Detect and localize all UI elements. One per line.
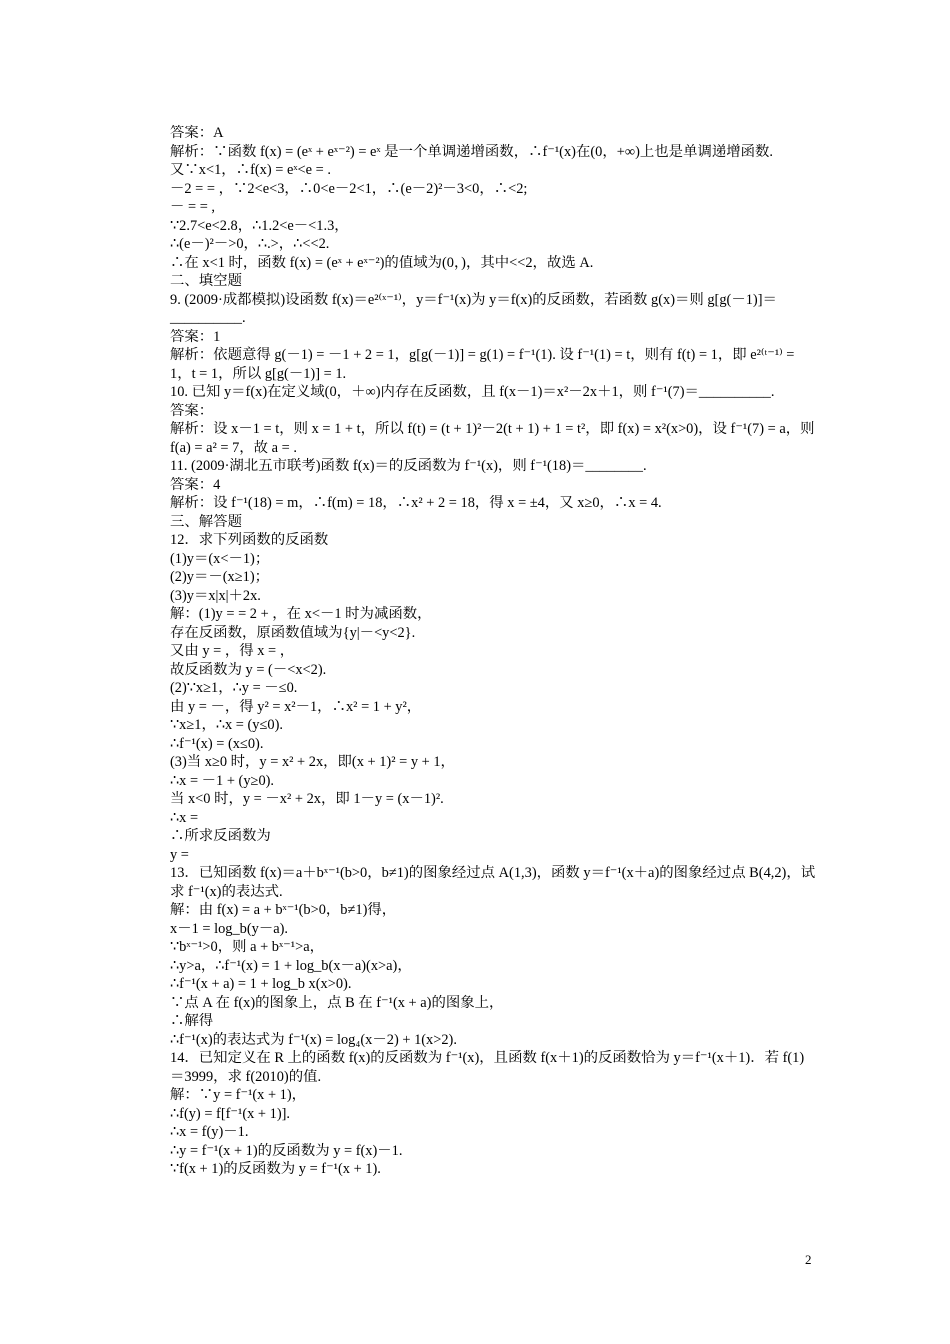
text-line: － = = , xyxy=(170,199,216,215)
text-line: (3)当 x≥0 时，y = x² + 2x，即(x + 1)² = y + 1， xyxy=(170,754,455,770)
text-line: 解析：设 f⁻¹(18) = m，∴f(m) = 18，∴x² + 2 = 18，得 x = ±4，又 x≥0，∴x = 4. xyxy=(170,495,662,511)
text-line: ∵x≥1，∴x = (y≤0). xyxy=(170,717,283,733)
document-body xyxy=(136,124,816,1179)
text-line: 二、填空题 xyxy=(170,273,242,289)
text-line: 三、解答题 xyxy=(170,513,242,530)
text-line: 存在反函数，原函数值域为{y|－<y<2}. xyxy=(170,624,416,641)
text-line: ∴f⁻¹(x) = (x≤0). xyxy=(170,735,264,752)
text-line: 答案：A xyxy=(170,125,224,141)
text-line: ∵点 A 在 f(x)的图象上，点 B 在 f⁻¹(x + a)的图象上， xyxy=(170,994,504,1011)
text-line: 答案：4 xyxy=(170,476,221,493)
text-line: ∴解得 xyxy=(170,1013,214,1029)
text-line: －2 = = ，∵2<e<3，∴0<e－2<1，∴(e－2)²－3<0，∴<2; xyxy=(170,180,528,197)
text-line: 由 y = －，得 y² = x²－1，∴x² = 1 + y²， xyxy=(170,698,422,715)
text-line: 13．已知函数 f(x)＝a＋bˣ⁻¹(b>0，b≠1)的图象经过点 A(1,3)，函数 y＝f⁻¹(x＋a)的图象经过点 B(4,2)，试求 f⁻¹(x)的表达式. xyxy=(170,865,816,900)
text-line: ∴y>a，∴f⁻¹(x) = 1 + log_b(x－a)(x>a)， xyxy=(170,957,412,974)
text-line: ∴f⁻¹(x)的表达式为 f⁻¹(x) = log₄(x－2) + 1(x>2). xyxy=(170,1031,457,1048)
text-line: ∴f(y) = f[f⁻¹(x + 1)]. xyxy=(170,1105,291,1122)
text-line: ∴(e－)²－>0，∴.>，∴<<2. xyxy=(170,236,330,252)
text-line: ∴x = xyxy=(170,809,199,826)
text-line: ∴在 x<1 时，函数 f(x) = (eˣ + eˣ⁻²)的值域为(0，)，其中<<2，故选 A. xyxy=(170,254,594,271)
text-line: y = xyxy=(170,846,189,863)
text-line: 11. (2009·湖北五市联考)函数 f(x)＝的反函数为 f⁻¹(x)，则 f⁻¹(18)＝________. xyxy=(170,458,647,474)
text-line: ∴x = －1 + (y≥0). xyxy=(170,772,275,789)
text-line: 当 x<0 时，y = －x² + 2x，即 1－y = (x－1)². xyxy=(170,791,444,807)
text-line: (1)y＝(x<－1)； xyxy=(170,550,270,567)
text-line: 解：∵y = f⁻¹(x + 1)， xyxy=(170,1087,307,1103)
text-line: 解析：∵函数 f(x) = (eˣ + eˣ⁻²) = eˣ 是一个单调递增函数，∴f⁻¹(x)在(0，+∞)上也是单调递增函数. xyxy=(170,143,774,160)
text-line: 12．求下列函数的反函数 xyxy=(170,532,329,548)
text-line: 又∵x<1，∴f(x) = eˣ<e = . xyxy=(170,162,331,178)
text-line: x－1 = log_b(y－a). xyxy=(170,920,289,937)
text-line: 解析：依题意得 g(－1) = －1 + 2 = 1，g[g(－1)] = g(1) = f⁻¹(1). 设 f⁻¹(1) = t，则有 f(t) = 1，即 e²⁽ᵗ⁻¹⁾ = 1，t = 1，所以 g[g(－1)] = 1. xyxy=(170,347,795,382)
text-line: ∴f⁻¹(x + a) = 1 + log_b x(x>0). xyxy=(170,976,352,992)
text-line: 答案：1 xyxy=(170,328,221,345)
text-line: (3)y＝x|x|＋2x. xyxy=(170,587,261,604)
text-line: 9. (2009·成都模拟)设函数 f(x)＝e²⁽ˣ⁻¹⁾，y＝f⁻¹(x)为 y＝f(x)的反函数，若函数 g(x)＝则 g[g(－1)]＝__________. xyxy=(170,291,777,326)
text-line: ∴x = f(y)－1. xyxy=(170,1124,249,1140)
text-line: (2)∵x≥1，∴y = －≤0. xyxy=(170,680,298,696)
text-line: ∵bˣ⁻¹>0，则 a + bˣ⁻¹>a， xyxy=(170,939,324,955)
page-number: 2 xyxy=(805,1252,812,1267)
text-line: 14．已知定义在 R 上的函数 f(x)的反函数为 f⁻¹(x)，且函数 f(x＋1)的反函数恰为 y＝f⁻¹(x＋1)．若 f(1)＝3999，求 f(2010)的值. xyxy=(170,1050,805,1085)
text-line: 故反函数为 y = (－<x<2). xyxy=(170,661,327,678)
text-line: 又由 y = ，得 x = ， xyxy=(170,643,295,659)
text-line: ∴y = f⁻¹(x + 1)的反函数为 y = f(x)－1. xyxy=(170,1142,403,1159)
text-line: 10. 已知 y＝f(x)在定义域(0，＋∞)内存在反函数，且 f(x－1)＝x²－2x＋1，则 f⁻¹(7)＝__________. xyxy=(170,384,775,400)
text-line: ∴所求反函数为 xyxy=(170,828,271,844)
text-line: (2)y＝－(x≥1)； xyxy=(170,569,270,585)
text-line: 答案： xyxy=(170,402,214,419)
text-line: ∵2.7<e<2.8，∴1.2<e－<1.3， xyxy=(170,217,349,234)
text-line: 解：(1)y = = 2 + ，在 x<－1 时为减函数， xyxy=(170,606,432,622)
text-line: ∵f(x + 1)的反函数为 y = f⁻¹(x + 1). xyxy=(170,1161,381,1177)
text-line: 解：由 f(x) = a + bˣ⁻¹(b>0，b≠1)得， xyxy=(170,902,397,918)
text-line: 解析：设 x－1 = t，则 x = 1 + t，所以 f(t) = (t + 1)²－2(t + 1) + 1 = t²，即 f(x) = x²(x>0)，设 f⁻¹(7) = a，则 f(a) = a² = 7，故 a = . xyxy=(170,421,815,456)
